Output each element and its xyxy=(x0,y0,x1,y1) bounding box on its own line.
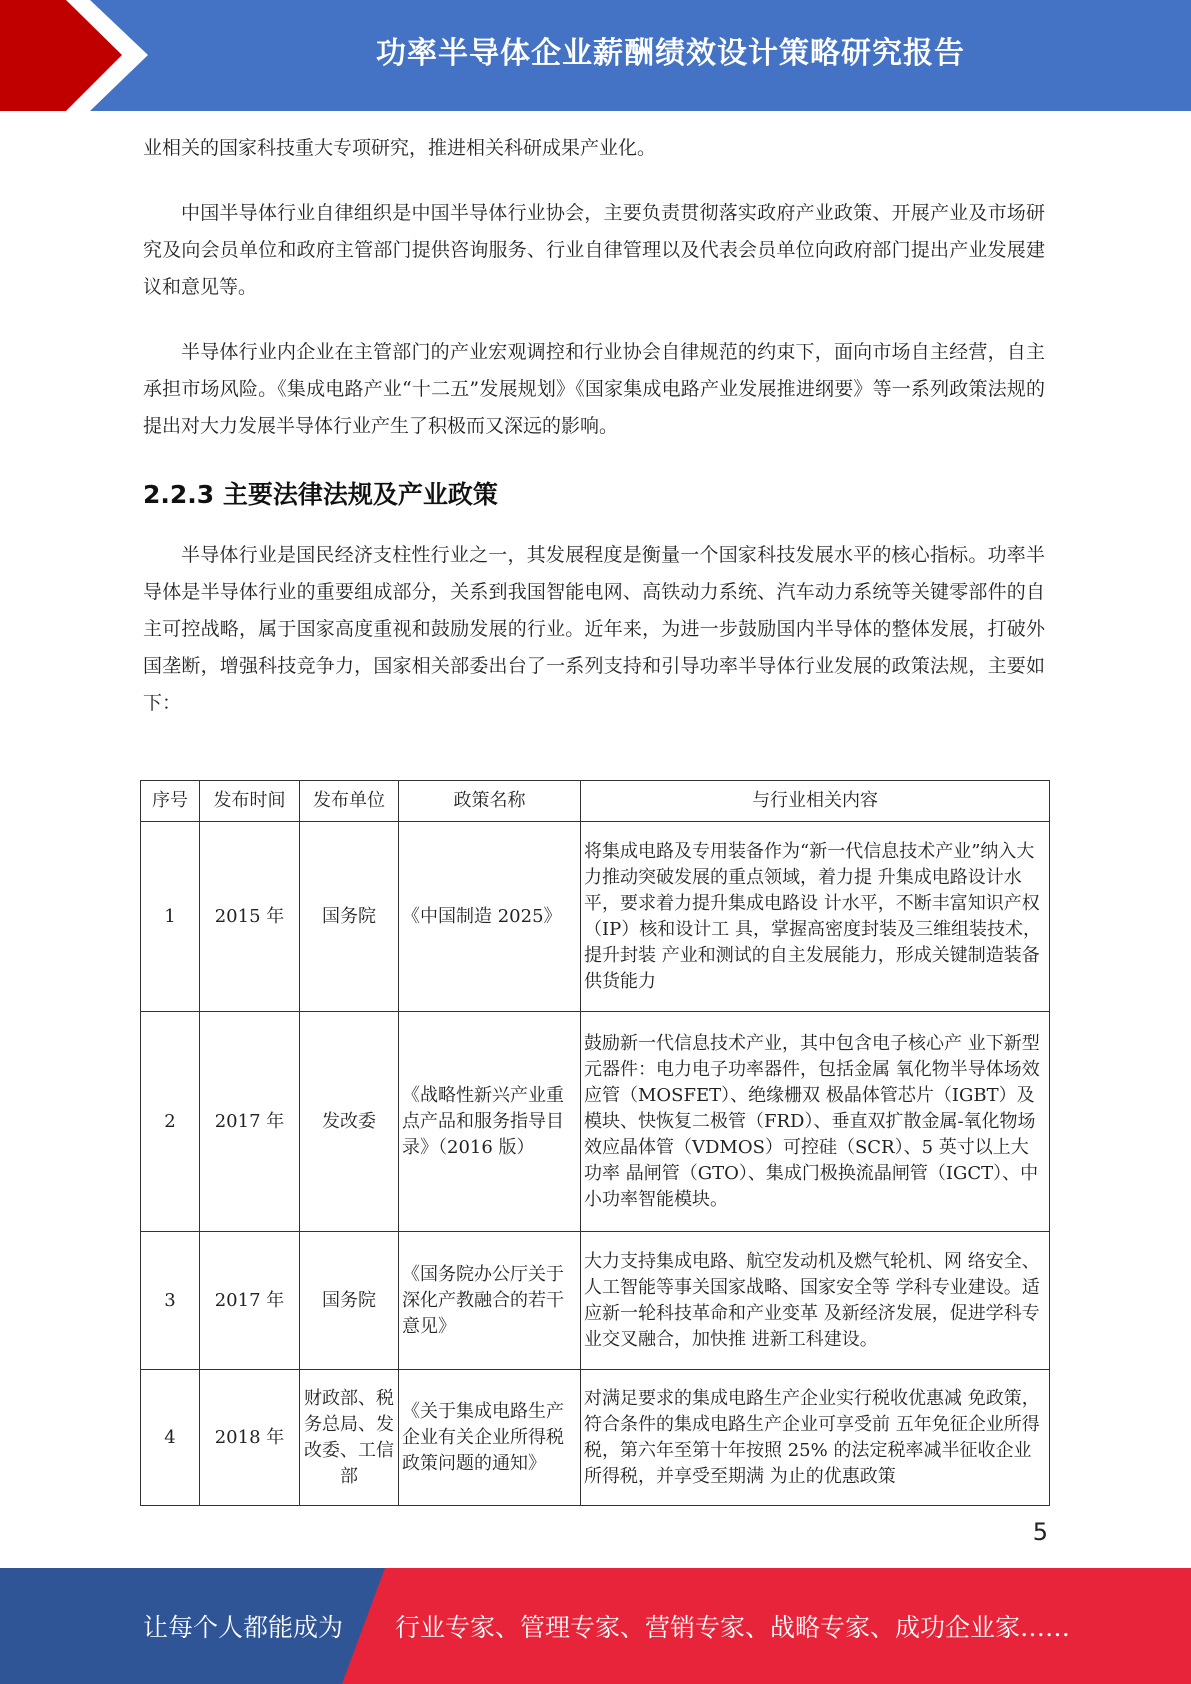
main-content xyxy=(143,130,1045,722)
cell-content: 鼓励新一代信息技术产业，其中包含电子核心产 业下新型元器件：电力电子功率器件，包括金属 氧化物半导体场效应管（MOSFET）、绝缘栅双 极晶体管芯片（IGBT）及模块、快恢复二极管（FRD）、垂直双扩散金属-氧化物场效应晶体管（VDMOS）可控硅（SCR）、5 英寸以上大功率 晶闸管（GTO）、集成门极换流晶闸管（IGCT）、中小功率智能模块。 xyxy=(581,1012,1050,1232)
cell-no: 4 xyxy=(141,1370,200,1506)
page-header xyxy=(0,0,1191,111)
cell-no: 3 xyxy=(141,1232,200,1370)
column-header: 与行业相关内容 xyxy=(581,781,1050,822)
table-row xyxy=(141,1232,1050,1370)
paragraph: 半导体行业是国民经济支柱性行业之一，其发展程度是衡量一个国家科技发展水平的核心指标。功率半导体是半导体行业的重要组成部分，关系到我国智能电网、高铁动力系统、汽车动力系统等关键零部件的自主可控战略，属于国家高度重视和鼓励发展的行业。近年来，为进一步鼓励国内半导体的整体发展，打破外国垄断，增强科技竞争力，国家相关部委出台了一系列支持和引导功率半导体行业发展的政策法规，主要如下： xyxy=(143,544,1045,714)
column-header: 序号 xyxy=(141,781,200,822)
cell-content: 对满足要求的集成电路生产企业实行税收优惠减 免政策，符合条件的集成电路生产企业可享受前 五年免征企业所得税，第六年至第十年按照 25% 的法定税率减半征收企业所得税，并享受至期满 为止的优惠政策 xyxy=(581,1370,1050,1506)
cell-unit: 发改委 xyxy=(300,1012,399,1232)
column-header: 发布时间 xyxy=(200,781,300,822)
column-header: 发布单位 xyxy=(300,781,399,822)
cell-time: 2015 年 xyxy=(200,822,300,1012)
cell-unit: 财政部、税务总局、发改委、工信部 xyxy=(300,1370,399,1506)
cell-unit: 国务院 xyxy=(300,822,399,1012)
table-row xyxy=(141,1012,1050,1232)
cell-time: 2017 年 xyxy=(200,1012,300,1232)
cell-content: 大力支持集成电路、航空发动机及燃气轮机、网 络安全、人工智能等事关国家战略、国家安全等 学科专业建设。适应新一轮科技革命和产业变革 及新经济发展，促进学科专业交叉融合，加快推 进新工科建设。 xyxy=(581,1232,1050,1370)
footer-slogan-right: 行业专家、管理专家、营销专家、战略专家、成功企业家…… xyxy=(395,1613,1071,1642)
cell-name: 《国务院办公厅关于深化产教融合的若干意见》 xyxy=(399,1232,581,1370)
paragraph: 中国半导体行业自律组织是中国半导体行业协会，主要负责贯彻落实政府产业政策、开展产业及市场研究及向会员单位和政府主管部门提供咨询服务、行业自律管理以及代表会员单位向政府部门提出产业发展建议和意见等。 xyxy=(143,202,1045,298)
cell-time: 2018 年 xyxy=(200,1370,300,1506)
cell-content: 将集成电路及专用装备作为“新一代信息技术产业”纳入大力推动突破发展的重点领域，着力提 升集成电路设计水平，要求着力提升集成电路设 计水平，不断丰富知识产权（IP）核和设计工 具，掌握高密度封装及三维组装技术，提升封装 产业和测试的自主发展能力，形成关键制造装备 供货能力 xyxy=(581,822,1050,1012)
page-footer xyxy=(0,1568,1191,1684)
policy-table xyxy=(140,780,1050,1506)
cell-name: 《关于集成电路生产企业有关企业所得税政策问题的通知》 xyxy=(399,1370,581,1506)
footer-slogan-left: 让每个人都能成为 xyxy=(143,1613,344,1642)
section-heading: 2.2.3 主要法律法规及产业政策 xyxy=(143,480,498,509)
table-row xyxy=(141,822,1050,1012)
page-number: 5 xyxy=(1032,1518,1048,1546)
column-header: 政策名称 xyxy=(399,781,581,822)
cell-name: 《战略性新兴产业重点产品和服务指导目录》（2016 版） xyxy=(399,1012,581,1232)
cell-name: 《中国制造 2025》 xyxy=(399,822,581,1012)
cell-no: 1 xyxy=(141,822,200,1012)
paragraph: 半导体行业内企业在主管部门的产业宏观调控和行业协会自律规范的约束下，面向市场自主经营，自主承担市场风险。《集成电路产业“十二五”发展规划》《国家集成电路产业发展推进纲要》等一系列政策法规的提出对大力发展半导体行业产生了积极而又深远的影响。 xyxy=(143,341,1045,437)
paragraph: 业相关的国家科技重大专项研究，推进相关科研成果产业化。 xyxy=(143,137,657,159)
cell-time: 2017 年 xyxy=(200,1232,300,1370)
cell-unit: 国务院 xyxy=(300,1232,399,1370)
table-row xyxy=(141,1370,1050,1506)
report-title: 功率半导体企业薪酬绩效设计策略研究报告 xyxy=(376,36,965,71)
cell-no: 2 xyxy=(141,1012,200,1232)
table-header-row xyxy=(141,781,1050,822)
